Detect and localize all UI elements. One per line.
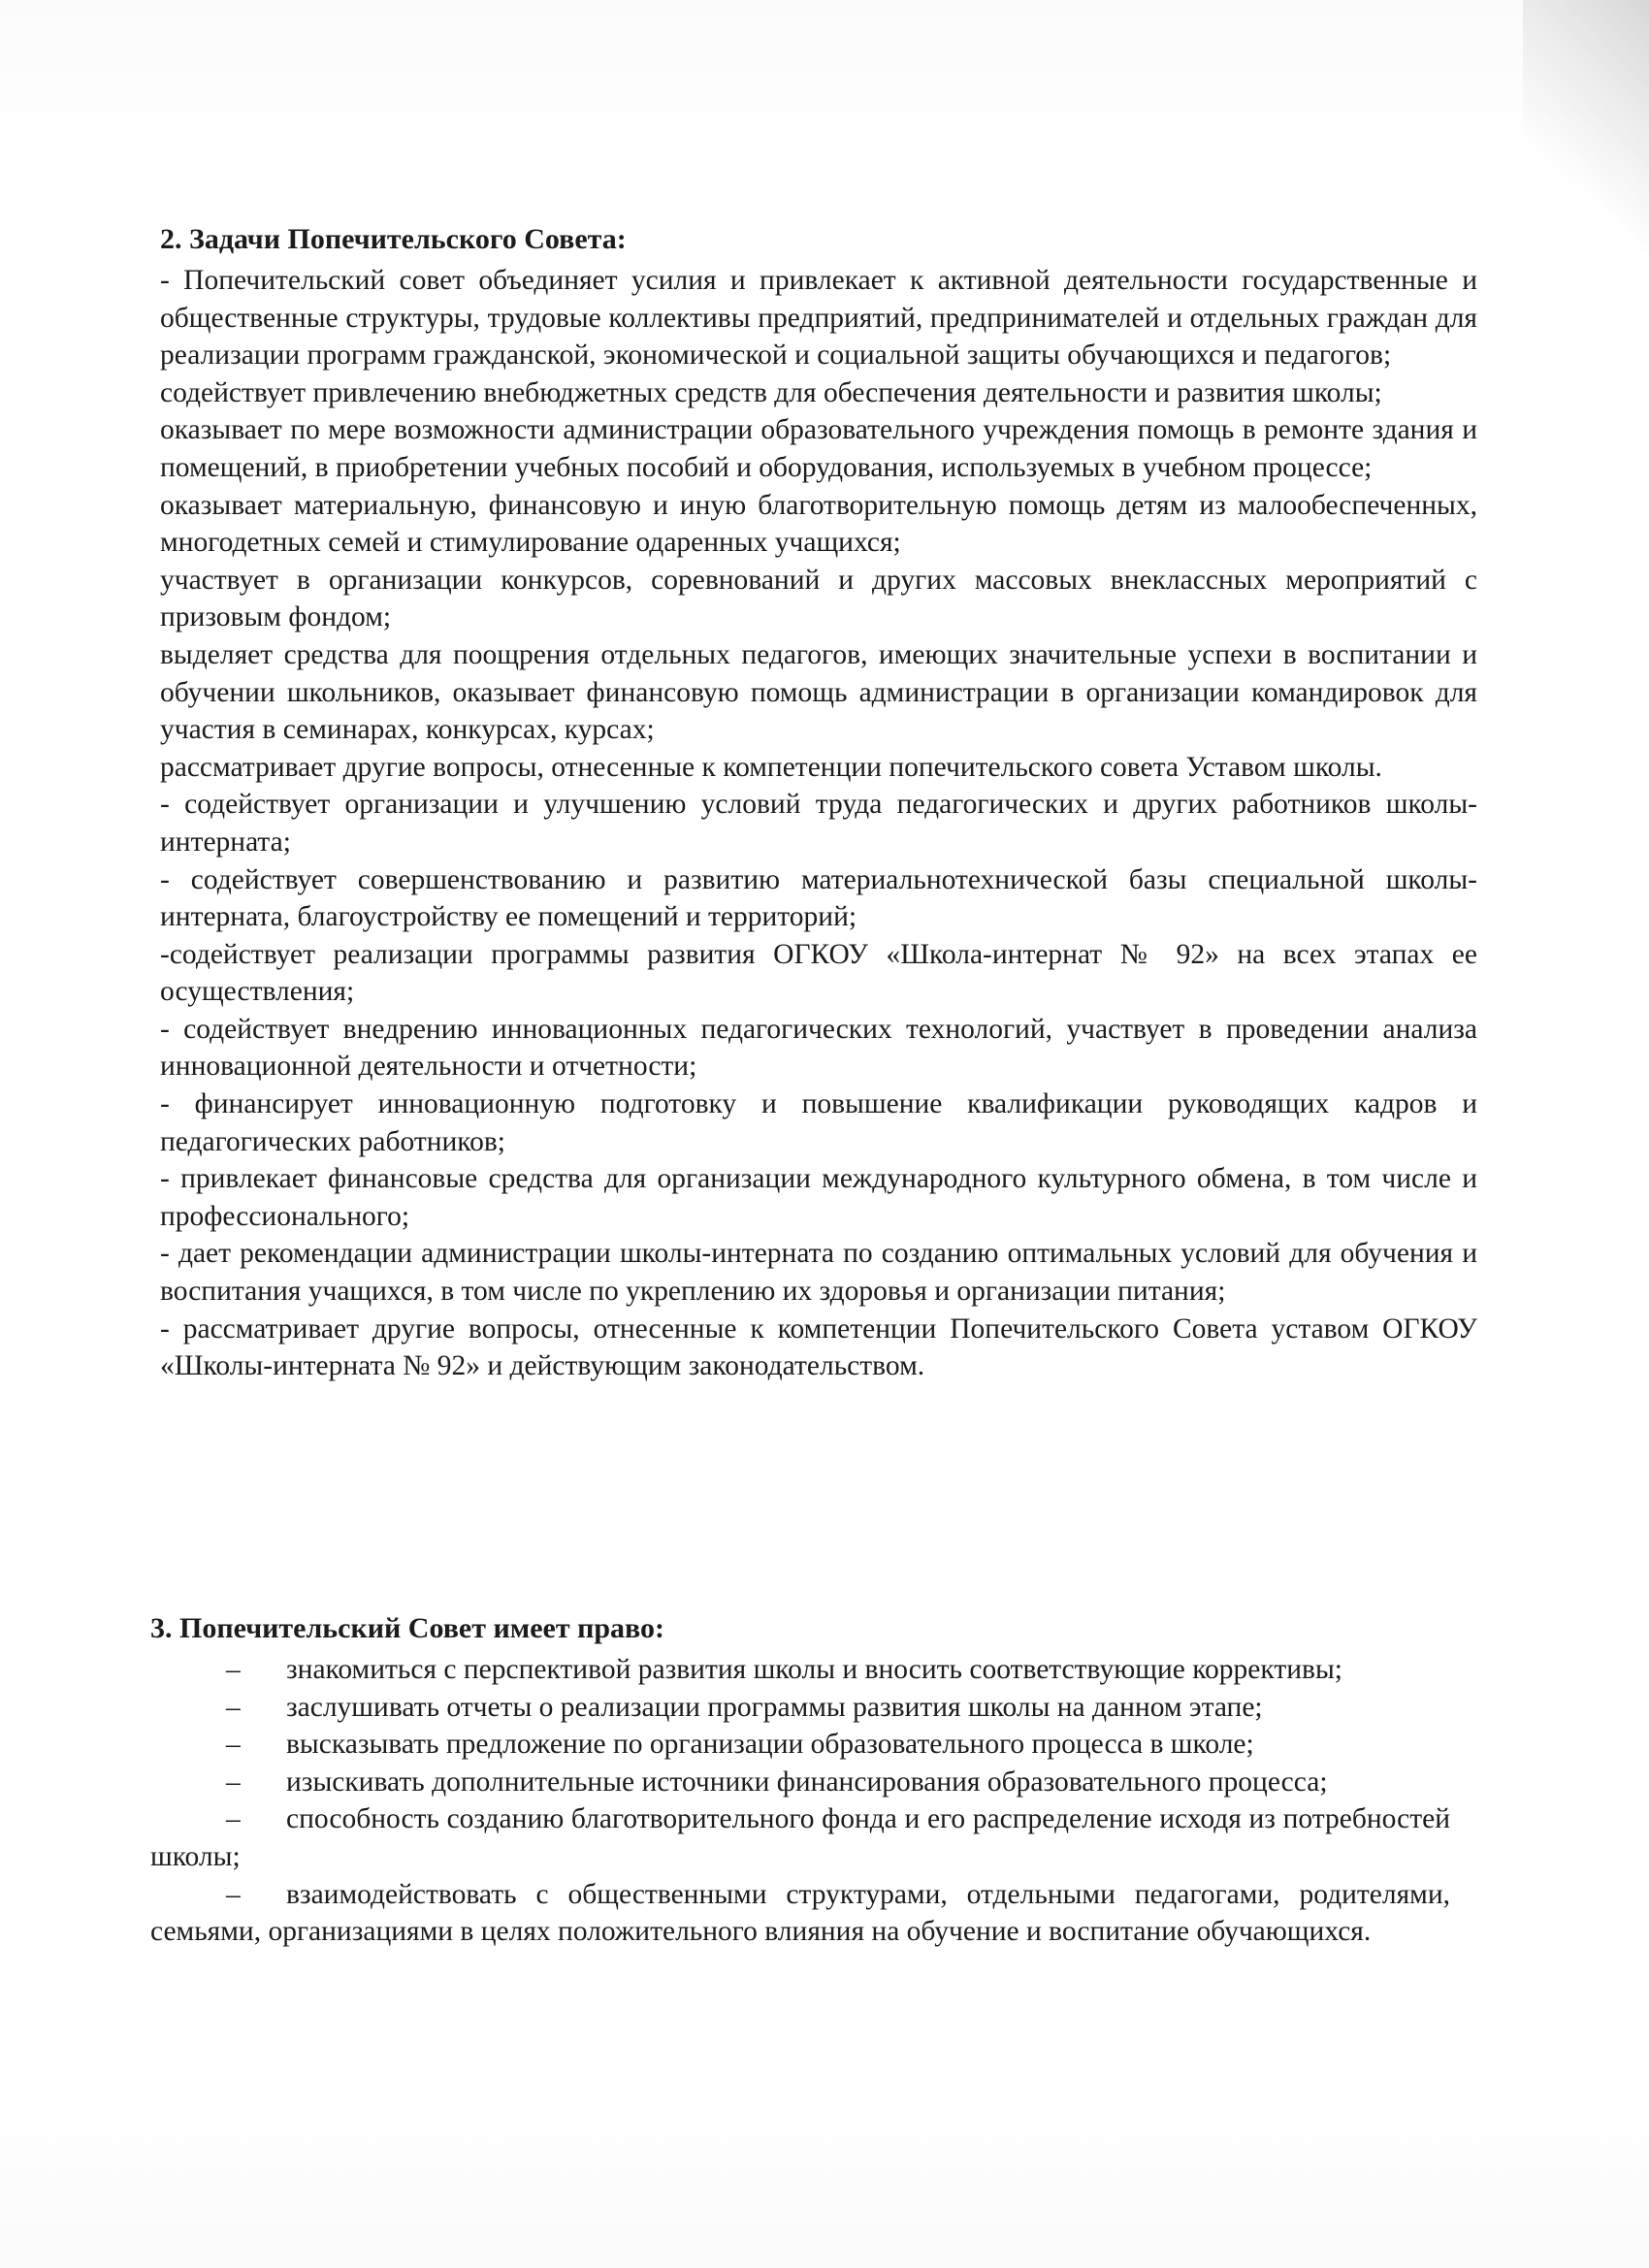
dash-marker: – xyxy=(226,1654,241,1685)
section-tasks xyxy=(160,221,1477,1385)
right-item xyxy=(150,1689,1450,1727)
task-item: -содействует реализации программы развития ОГКОУ «Школа-интернат № 92» на всех этапах ее осуществления; xyxy=(160,938,1477,1008)
task-item: оказывает по мере возможности администрации образовательного учреждения помощь в ремонте здания и помещений, в приобретении учебных пособий и оборудования, используемых в учебном процессе; xyxy=(160,414,1477,483)
task-item: - дает рекомендации администрации школы-интерната по созданию оптимальных условий для обучения и воспитания учащихся, в том числе по укреплению их здоровья и организации питания; xyxy=(160,1238,1477,1308)
task-item: участвует в организации конкурсов, соревнований и других массовых внеклассных мероприятий с призовым фондом; xyxy=(160,564,1477,633)
right-item xyxy=(150,1651,1450,1689)
scan-corner-shadow xyxy=(1523,0,1649,252)
task-item: - содействует совершенствованию и развитию материальнотехнической базы специальной школы-интерната, благоустройству ее помещений и территорий; xyxy=(160,863,1477,933)
right-item-text: изыскивать дополнительные источники финансирования образовательного процесса; xyxy=(286,1766,1328,1798)
dash-marker: – xyxy=(226,1878,241,1910)
right-item-text: взаимодействовать с общественными структурами, отдельными педагогами, родителями, семьями, организациями в целях положительного влияния на обучение и воспитание обучающихся. xyxy=(150,1878,1450,1948)
right-item xyxy=(150,1800,1450,1875)
right-item-text: знакомиться с перспективой развития школы и вносить соответствующие коррективы; xyxy=(286,1654,1342,1685)
task-item: - рассматривает другие вопросы, отнесенные к компетенции Попечительского Совета уставом ОГКОУ «Школы-интерната № 92» и действующим законодательством. xyxy=(160,1312,1477,1382)
dash-marker: – xyxy=(226,1691,241,1723)
task-item: - финансирует инновационную подготовку и повышение квалификации руководящих кадров и педагогических работников; xyxy=(160,1088,1477,1157)
task-item: выделяет средства для поощрения отдельных педагогов, имеющих значительные успехи в воспитании и обучении школьников, оказывает финансовую помощь администрации в организации командировок для участия в семинарах, конкурсах, курсах; xyxy=(160,638,1477,746)
right-item-text: способность созданию благотворительного фонда и его распределение исходя из потребностей школы; xyxy=(150,1803,1450,1872)
dash-marker: – xyxy=(226,1803,241,1835)
section-rights xyxy=(150,1610,1450,1951)
task-item: - привлекает финансовые средства для организации международного культурного обмена, в том числе и профессионального; xyxy=(160,1163,1477,1232)
section-rights-heading: 3. Попечительский Совет имеет право: xyxy=(150,1612,665,1644)
right-item xyxy=(150,1726,1450,1764)
task-item: оказывает материальную, финансовую и иную благотворительную помощь детям из малообеспеченных, многодетных семей и стимулирование одаренных учащихся; xyxy=(160,489,1477,559)
right-item-text: высказывать предложение по организации образовательного процесса в школе; xyxy=(286,1729,1254,1761)
task-item: рассматривает другие вопросы, отнесенные к компетенции попечительского совета Уставом школы. xyxy=(160,751,1382,783)
dash-marker: – xyxy=(226,1729,241,1761)
right-item xyxy=(150,1876,1450,1951)
task-item: - Попечительский совет объединяет усилия и привлекает к активной деятельности государственные и общественные структуры, трудовые коллективы предприятий, предпринимателей и отдельных граждан для реализации программ гражданской, экономической и социальной защиты обучающихся и педагогов; xyxy=(160,265,1477,372)
right-item xyxy=(150,1764,1450,1801)
right-item-text: заслушивать отчеты о реализации программы развития школы на данном этапе; xyxy=(286,1691,1263,1723)
dash-marker: – xyxy=(226,1766,241,1798)
task-item: содействует привлечению внебюджетных средств для обеспечения деятельности и развития школы; xyxy=(160,376,1382,408)
section-tasks-heading: 2. Задачи Попечительского Совета: xyxy=(160,223,627,255)
task-item: - содействует внедрению инновационных педагогических технологий, участвует в проведении анализа инновационной деятельности и отчетности; xyxy=(160,1013,1477,1083)
task-item: - содействует организации и улучшению условий труда педагогических и других работников школы-интерната; xyxy=(160,789,1477,858)
